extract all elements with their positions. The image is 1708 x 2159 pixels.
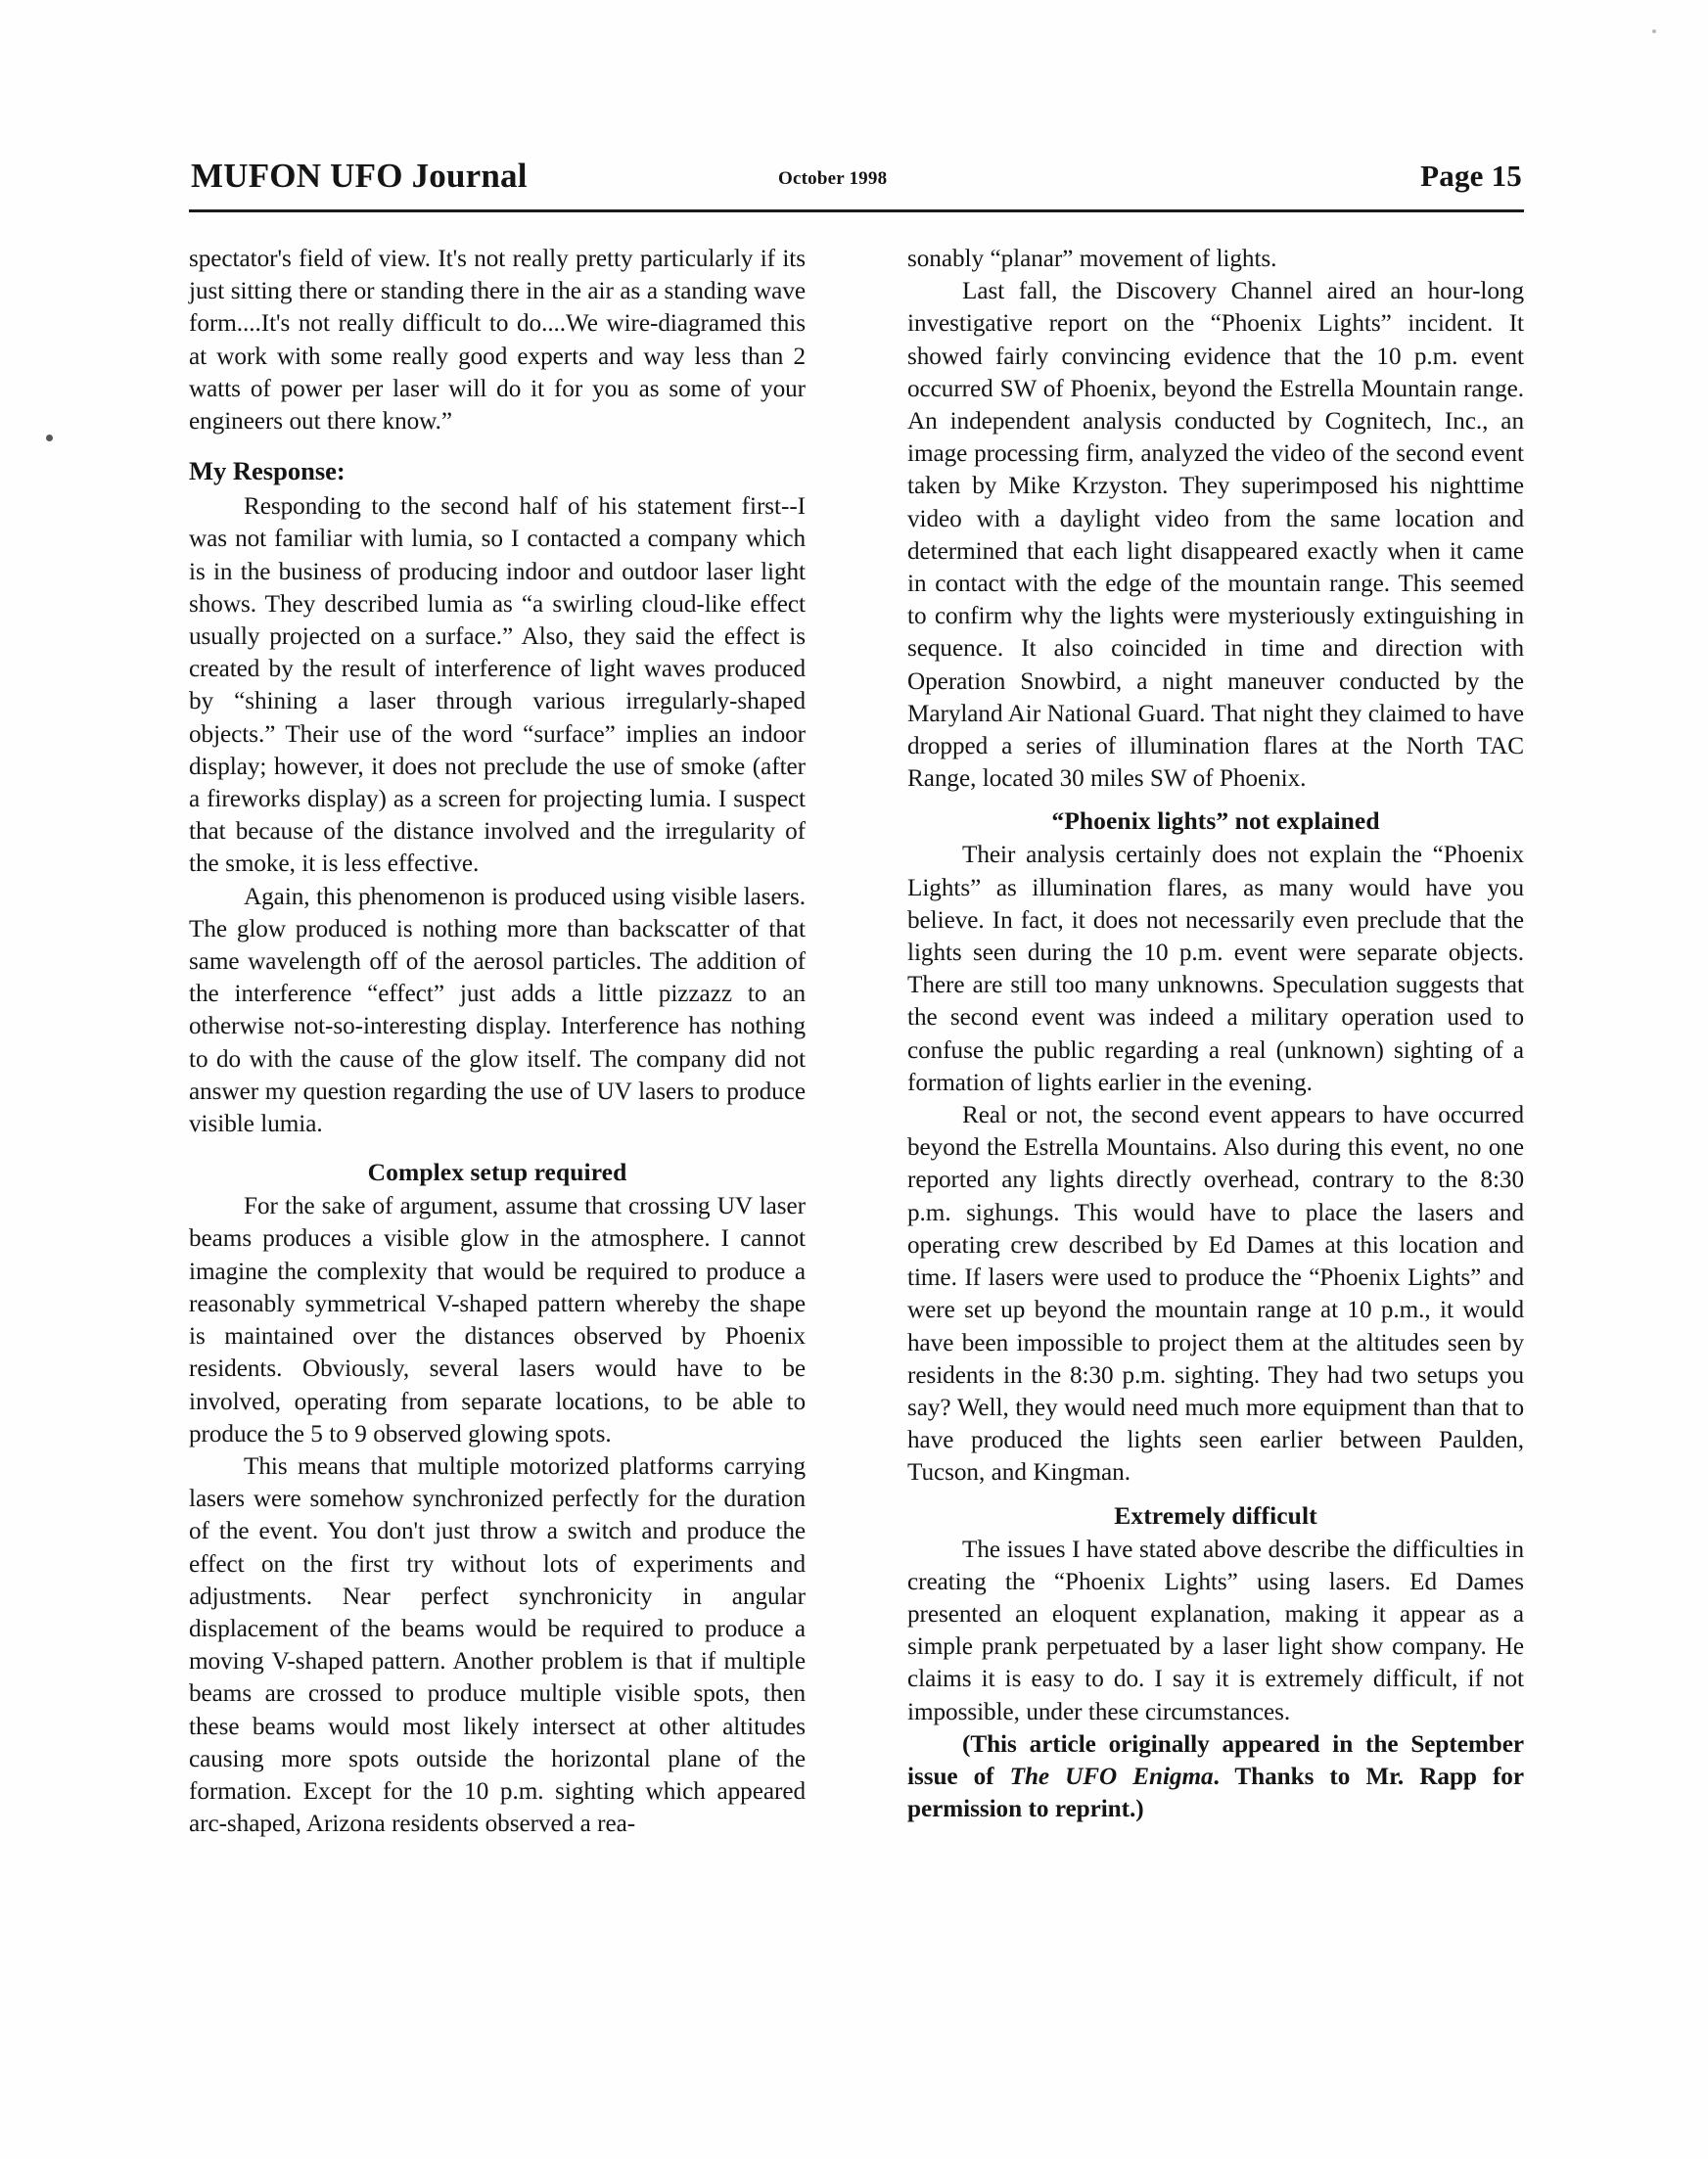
subheading-complex-setup: Complex setup required <box>367 1158 627 1187</box>
masthead-divider <box>189 209 1524 212</box>
paragraph: The issues I have stated above describe the difficulties in creating the “Phoenix Lights” using lasers. Ed Dames presented an eloquent explanation, making it appear as a simple prank perpetuated by a laser light show company. He claims it is easy to do. I say it is extremely difficult, if not impossible, under these circumstances. <box>907 1536 1524 1725</box>
paragraph: Real or not, the second event appears to have occurred beyond the Estrella Mountains. Also during this event, no one reported any lights directly overhead, contrary to the 8:30 p.m. sighungs. This would have to place the lasers and operating crew described by Ed Dames at this location and time. If lasers were used to produce the “Phoenix Lights” and were set up beyond the mountain range at 10 p.m., it would have been impossible to project them at the altitudes seen by residents in the 8:30 p.m. sighting. They had two setups you say? Well, they would need much more equipment than that to have produced the lights seen earlier between Paulden, Tucson, and Kingman. <box>907 1102 1524 1487</box>
paragraph: sonably “planar” movement of lights. <box>907 246 1277 272</box>
paragraph: For the sake of argument, assume that crossing UV laser beams produces a visible glow in the atmosphere. I cannot imagine the complexity that would be required to produce a reasonably symmetrical V-shaped pattern whereby the shape is maintained over the distances observed by Phoenix residents. Obviously, several lasers would have to be involved, operating from separate locations, to be able to produce the 5 to 9 observed glowing spots. <box>189 1193 806 1447</box>
reprint-note <box>907 1728 1524 1826</box>
paragraph: Their analysis certainly does not explain the “Phoenix Lights” as illumination flares, as many would have you believe. In fact, it does not necessarily even preclude that the lights seen during the 10 p.m. event were separate objects. There are still too many unknowns. Speculation suggests that the second event was indeed a military operation used to confuse the public regarding a real (unknown) sighting of a formation of lights earlier in the evening. <box>907 842 1524 1096</box>
right-column <box>907 243 1524 1825</box>
paragraph: Last fall, the Discovery Channel aired an hour-long investigative report on the “Phoenix Lights” incident. It showed fairly convincing evidence that the 10 p.m. event occurred SW of Phoenix, beyond the Estrella Mountain range. An independent analysis conducted by Cognitech, Inc., an image processing firm, analyzed the video of the second event taken by Mike Krzyston. They superimposed his nighttime video with a daylight video from the same location and determined that each light disappeared exactly when it came in contact with the edge of the mountain range. This seemed to confirm why the lights were mysteriously extinguishing in sequence. It also coincided in time and direction with Operation Snowbird, a night maneuver conducted by the Maryland Air National Guard. That night they claimed to have dropped a series of illumination flares at the North TAC Range, located 30 miles SW of Phoenix. <box>907 278 1524 793</box>
subheading-my-response: My Response: <box>189 456 346 486</box>
paragraph: spectator's field of view. It's not really pretty particularly if its just sitting there or standing there in the air as a standing wave form....It's not really difficult to do....We wire-diagramed this at work with some really good experts and way less than 2 watts of power per laser will do it for you as some of your engineers out there know.” <box>189 246 806 436</box>
page-number: Page 15 <box>1420 159 1522 193</box>
reprint-source-title: The UFO Enigma <box>1009 1763 1214 1790</box>
reprint-note-lead: (This article originally appeared in the September issue of <box>907 1730 1524 1790</box>
left-column <box>189 243 806 1840</box>
scan-speck <box>1652 29 1656 33</box>
paragraph: This means that multiple motorized platforms carrying lasers were somehow synchronized perfectly for the duration of the event. You don't just throw a switch and produce the effect on the first try without lots of experiments and adjustments. Near perfect synchronicity in angular displacement of the beams would be required to produce a moving V-shaped pattern. Another problem is that if multiple beams are crossed to produce multiple visible spots, then these beams would most likely intersect at other altitudes causing more spots outside the horizontal plane of the formation. Except for the 10 p.m. sighting which appeared arc-shaped, Arizona residents observed a rea- <box>189 1452 806 1838</box>
journal-title: MUFON UFO Journal <box>191 157 528 195</box>
paragraph: Again, this phenomenon is produced using visible lasers. The glow produced is nothing more than backscatter of that same wavelength off of the aerosol particles. The addition of the interference “effect” just adds a little pizzazz to an otherwise not-so-interesting display. Interference has nothing to do with the cause of the glow itself. The company did not answer my question regarding the use of UV lasers to produce visible lumia. <box>189 883 806 1138</box>
subheading-phoenix-lights-not-explained: “Phoenix lights” not explained <box>1051 806 1380 836</box>
reprint-note-tail: . Thanks to Mr. Rapp for permission to reprint.) <box>907 1763 1524 1823</box>
page-masthead <box>191 155 1522 202</box>
subheading-extremely-difficult: Extremely difficult <box>1114 1500 1317 1530</box>
scan-speck <box>46 435 53 441</box>
paragraph: Responding to the second half of his statement first--I was not familiar with lumia, so I contacted a company which is in the business of producing indoor and outdoor laser light shows. They described lumia as “a swirling cloud-like effect usually projected on a surface.” Also, they said the effect is created by the result of interference of light waves produced by “shining a laser through various irregularly-shaped objects.” Their use of the word “surface” implies an indoor display; however, it does not preclude the use of smoke (after a fireworks display) as a screen for projecting lumia. I suspect that because of the distance involved and the irregularity of the smoke, it is less effective. <box>189 493 806 878</box>
issue-date: October 1998 <box>778 168 888 189</box>
